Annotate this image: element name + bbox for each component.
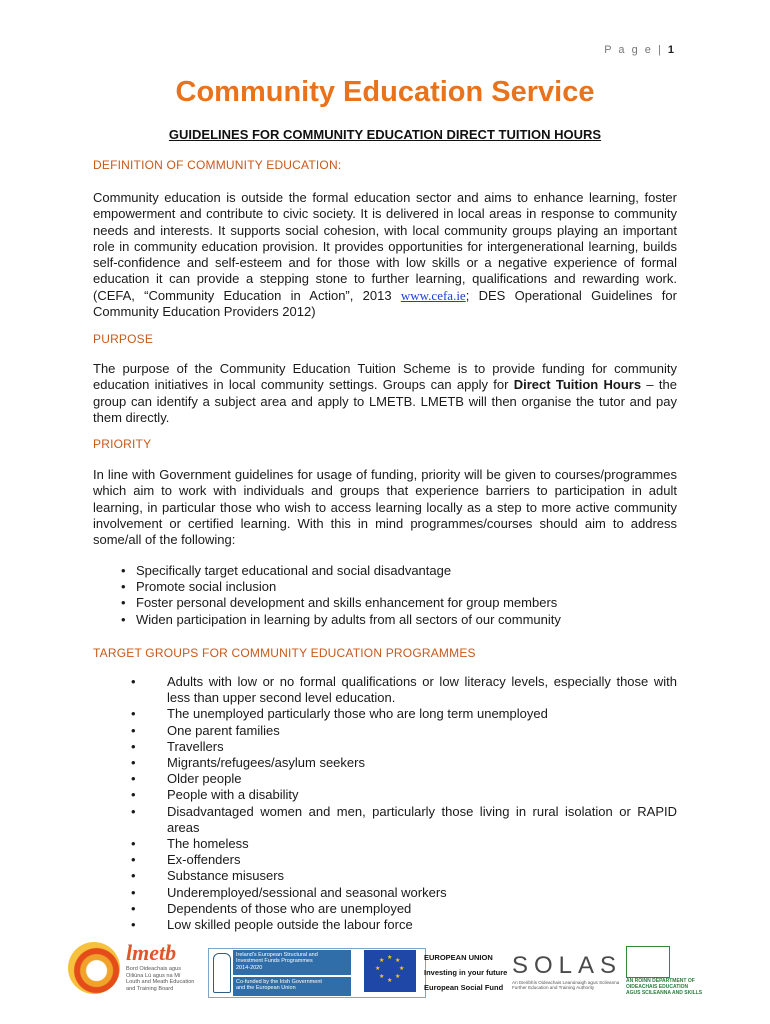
eu-line-3: European Social Fund <box>424 983 504 992</box>
list-item: • Substance misusers <box>93 868 677 884</box>
des-line-5: EDUCATION <box>658 984 689 990</box>
lmetb-line-1: Bord Oideachais agus <box>126 966 182 972</box>
page-number-prefix: P a g e | <box>604 44 663 56</box>
page-number <box>604 44 674 56</box>
list-item: • Widen participation in learning by adults from all sectors of our community <box>93 612 653 628</box>
list-item: • People with a disability <box>93 787 677 803</box>
esif-line-1: Ireland's European Structural and <box>236 952 318 958</box>
eu-flag-icon: ★ ★ ★ ★ ★ ★ ★ ★ <box>364 950 416 992</box>
list-item: • Promote social inclusion <box>93 579 653 595</box>
eu-line-2: Investing in your future <box>424 968 508 977</box>
priority-list <box>93 563 653 628</box>
list-item: • The unemployed particularly those who are long term unemployed <box>93 706 677 722</box>
purpose-paragraph <box>93 361 677 426</box>
lmetb-logo-subtitle <box>126 966 206 992</box>
esif-line-2: Investment Funds Programmes <box>236 958 313 965</box>
page-title: Community Education Service <box>175 76 595 108</box>
list-item: • Older people <box>93 771 677 787</box>
des-line-3: AGUS SCILEANNA <box>626 990 671 996</box>
esif-line-5: and the European Union <box>236 985 296 992</box>
purpose-bold-text: Direct Tuition Hours <box>513 377 642 393</box>
page-number-value: 1 <box>667 44 674 56</box>
definition-section <box>93 190 677 320</box>
priority-heading: PRIORITY <box>93 437 152 451</box>
list-item: • Disadvantaged women and men, particularly those living in rural isolation or RAPID areas <box>93 804 677 836</box>
list-item: • One parent families <box>93 723 677 739</box>
esif-box-bottom <box>233 977 351 996</box>
lmetb-swirl-icon <box>68 942 120 994</box>
purpose-heading: PURPOSE <box>93 332 154 346</box>
lmetb-logo-name: lmetb <box>126 940 177 965</box>
des-line-2: OIDEACHAIS <box>626 984 658 990</box>
target-groups-list <box>93 674 677 933</box>
list-item: • Underemployed/sessional and seasonal workers <box>93 885 677 901</box>
eu-line-1: EUROPEAN UNION <box>424 953 493 962</box>
esif-line-3: 2014-2020 <box>236 964 263 971</box>
target-groups-heading: TARGET GROUPS FOR COMMUNITY EDUCATION PROGRAMMES <box>93 646 476 660</box>
esif-line-4: Co-funded by the Irish Government <box>236 979 322 985</box>
page-subtitle: GUIDELINES FOR COMMUNITY EDUCATION DIRECT TUITION HOURS <box>168 127 602 142</box>
list-item: • Dependents of those who are unemployed <box>93 901 677 917</box>
list-item: • Specifically target educational and social disadvantage <box>93 563 653 579</box>
des-text <box>626 978 710 996</box>
purpose-text: The purpose of the Community Education Tuition Scheme is to provide funding for community education initiatives in local community settings. Groups can apply for <box>93 361 677 393</box>
solas-subtitle <box>512 980 622 990</box>
list-item: • Adults with low or no formal qualifications or low literacy levels, especially those with less than upper second level education. <box>93 674 677 706</box>
definition-paragraph <box>93 190 677 320</box>
list-item: • Migrants/refugees/asylum seekers <box>93 755 677 771</box>
des-logo <box>626 946 710 996</box>
lmetb-line-2: Oiliúna Lú agus na Mí <box>126 972 181 979</box>
cefa-link[interactable]: www.cefa.ie <box>400 287 466 303</box>
list-item: • Foster personal development and skills enhancement for group members <box>93 595 653 611</box>
priority-paragraph: In line with Government guidelines for usage of funding, priority will be given to courses/programmes which aim to work with individuals and groups that experience barriers to participation in adult learning, in particular those who wish to access learning locally as a step to more active community involvement or certified learning. With this in mind programmes/courses should aim to address some/all of the following: <box>93 467 677 548</box>
harp-icon <box>213 953 231 993</box>
priority-section <box>93 467 677 548</box>
solas-sub-1: An tSeirbhís Oideachais Leanúnaigh agus Scileanna <box>512 980 620 985</box>
list-item: • Low skilled people outside the labour force <box>93 917 677 933</box>
purpose-section <box>93 361 677 426</box>
lmetb-line-4: and Training Board <box>126 985 174 992</box>
solas-sub-2: Further Education and Training Authority <box>512 985 595 991</box>
solas-logo: SOLAS <box>512 952 623 979</box>
esif-box-top <box>233 950 351 975</box>
footer-logos <box>60 940 710 1000</box>
list-item: • Ex-offenders <box>93 852 677 868</box>
building-icon <box>626 946 670 978</box>
list-item: • Travellers <box>93 739 677 755</box>
des-line-6: AND SKILLS <box>672 990 703 996</box>
des-line-4: DEPARTMENT OF <box>652 978 695 984</box>
definition-text-end: ; DES Operational Guidelines for Community Education Providers 2012) <box>93 287 677 320</box>
purpose-text-end: – the group can identify a subject area and apply to LMETB. LMETB will then organise the tutor and pay them directly. <box>93 377 677 425</box>
lmetb-line-3: Louth and Meath Education <box>126 979 195 985</box>
definition-text: Community education is outside the formal education sector and aims to enhance learning, foster empowerment and contribute to civic society. It is delivered in local areas in response to community needs and interests. It supports social cohesion, with local community groups playing an important role in community education provision. It provides opportunities for intergenerational learning, builds self-confidence and self-esteem and for those with low skills or a negative experience of formal education it can provide a stepping stone to further learning, qualifications and rewarding work. (CEFA, “Community Education in Action”, 2013 <box>93 190 677 303</box>
des-line-1: AN ROINN <box>626 978 651 984</box>
list-item: • The homeless <box>93 836 677 852</box>
definition-heading: DEFINITION OF COMMUNITY EDUCATION: <box>93 158 342 172</box>
